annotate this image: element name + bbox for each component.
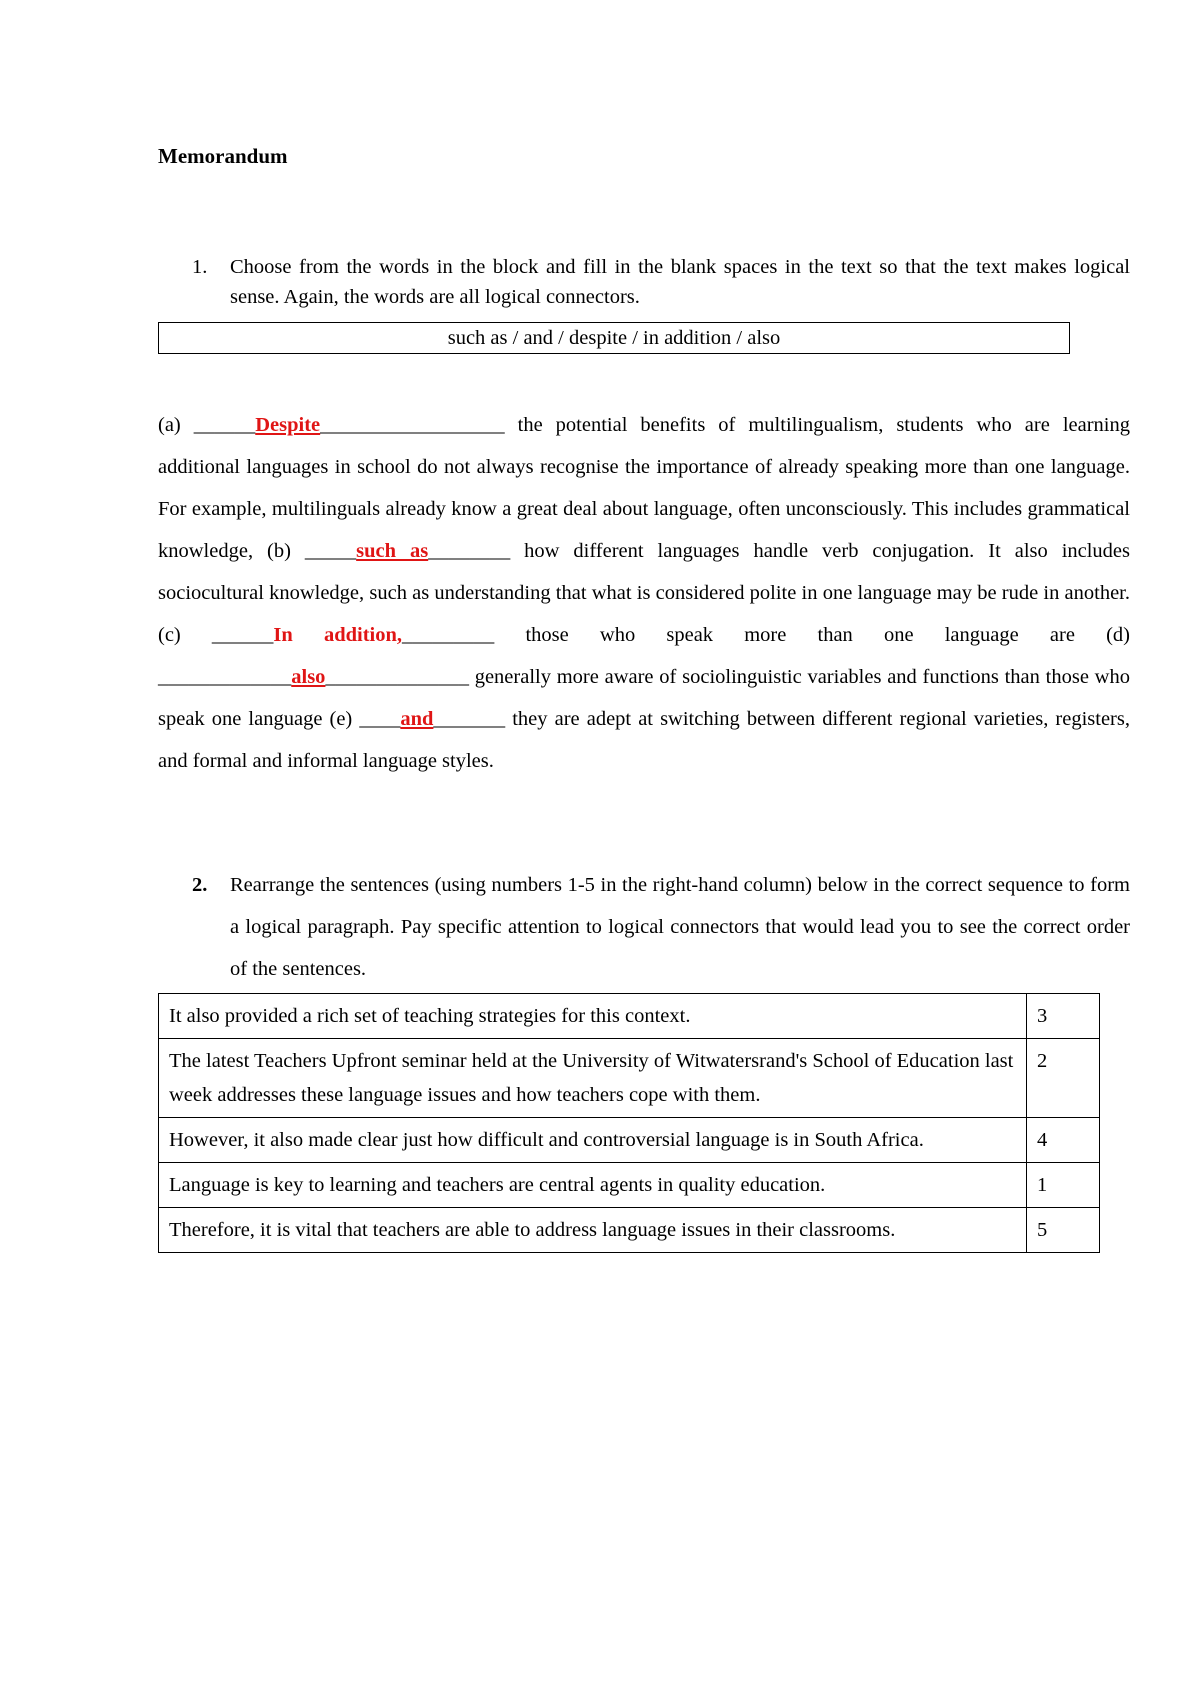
blank-b-lead: _____ — [304, 540, 357, 562]
paragraph-text-1: the potential benefits of multilingualism, students who are learning additional languages in school do not always recognise the importance of already speaking more than one language. For example, multilinguals already know a great deal about language, often unconsciously. This includes grammatical knowledge, (b) — [158, 414, 1130, 562]
blank-c-lead: ______ — [211, 624, 274, 646]
table-row — [159, 1039, 1100, 1118]
sentence-order-table — [158, 993, 1100, 1253]
sentence-cell: It also provided a rich set of teaching strategies for this context. — [159, 994, 1027, 1039]
question-1 — [158, 252, 1130, 312]
document-title: Memorandum — [158, 144, 288, 168]
blank-a-trail: __________________ — [320, 414, 505, 436]
order-number-cell: 1 — [1027, 1163, 1100, 1208]
blank-c-trail: _________ — [402, 624, 495, 646]
question-2 — [158, 864, 1130, 990]
blank-a-lead: ______ — [193, 414, 256, 436]
answer-b: such as — [356, 540, 429, 562]
question-1-instruction: Choose from the words in the block and fill in the blank spaces in the text so that the text makes logical sense. Again, the words are all logical connectors. — [230, 256, 1130, 308]
blank-d-trail: ______________ — [325, 666, 469, 688]
fill-in-paragraph — [158, 404, 1130, 782]
table-row — [159, 1118, 1100, 1163]
blank-d-lead: _____________ — [158, 666, 292, 688]
blank-e-lead: ____ — [359, 708, 401, 730]
answer-a: Despite — [255, 414, 321, 436]
blank-e-trail: _______ — [433, 708, 506, 730]
table-row — [159, 1163, 1100, 1208]
answer-c: In addition, — [273, 624, 403, 646]
order-number-cell: 4 — [1027, 1118, 1100, 1163]
label-a: (a) — [158, 414, 194, 436]
order-number-cell: 5 — [1027, 1208, 1100, 1253]
question-1-number: 1. — [192, 256, 208, 278]
question-2-instruction: Rearrange the sentences (using numbers 1-5 in the right-hand column) below in the correct sequence to form a logical paragraph. Pay specific attention to logical connectors that would lead you to see the correct order of the sentences. — [230, 874, 1130, 980]
order-number-cell: 3 — [1027, 994, 1100, 1039]
question-2-number: 2. — [192, 874, 208, 896]
table-row — [159, 1208, 1100, 1253]
sentence-cell: However, it also made clear just how difficult and controversial language is in South Africa. — [159, 1118, 1027, 1163]
answer-e: and — [400, 708, 434, 730]
blank-b-trail: ________ — [428, 540, 511, 562]
sentence-cell: The latest Teachers Upfront seminar held at the University of Witwatersrand's School of Education last week addresses these language issues and how teachers cope with them. — [159, 1039, 1027, 1118]
answer-d: also — [291, 666, 326, 688]
paragraph-text-3: those who speak more than one language are (d) — [494, 624, 1130, 646]
order-number-cell: 2 — [1027, 1039, 1100, 1118]
paragraph-text-5: they are adept at switching between different regional varieties, registers, and formal and informal language styles. — [158, 708, 1130, 772]
sentence-cell: Language is key to learning and teachers are central agents in quality education. — [159, 1163, 1027, 1208]
table-row — [159, 994, 1100, 1039]
sentence-cell: Therefore, it is vital that teachers are able to address language issues in their classrooms. — [159, 1208, 1027, 1253]
paragraph-text-4: generally more aware of sociolinguistic variables and functions than those who speak one language (e) — [158, 666, 1130, 730]
paragraph-text-2: how different languages handle verb conjugation. It also includes sociocultural knowledge, such as understanding that what is considered polite in one language may be rude in another. (c) — [158, 540, 1131, 646]
word-block: such as / and / despite / in addition / also — [158, 322, 1070, 354]
